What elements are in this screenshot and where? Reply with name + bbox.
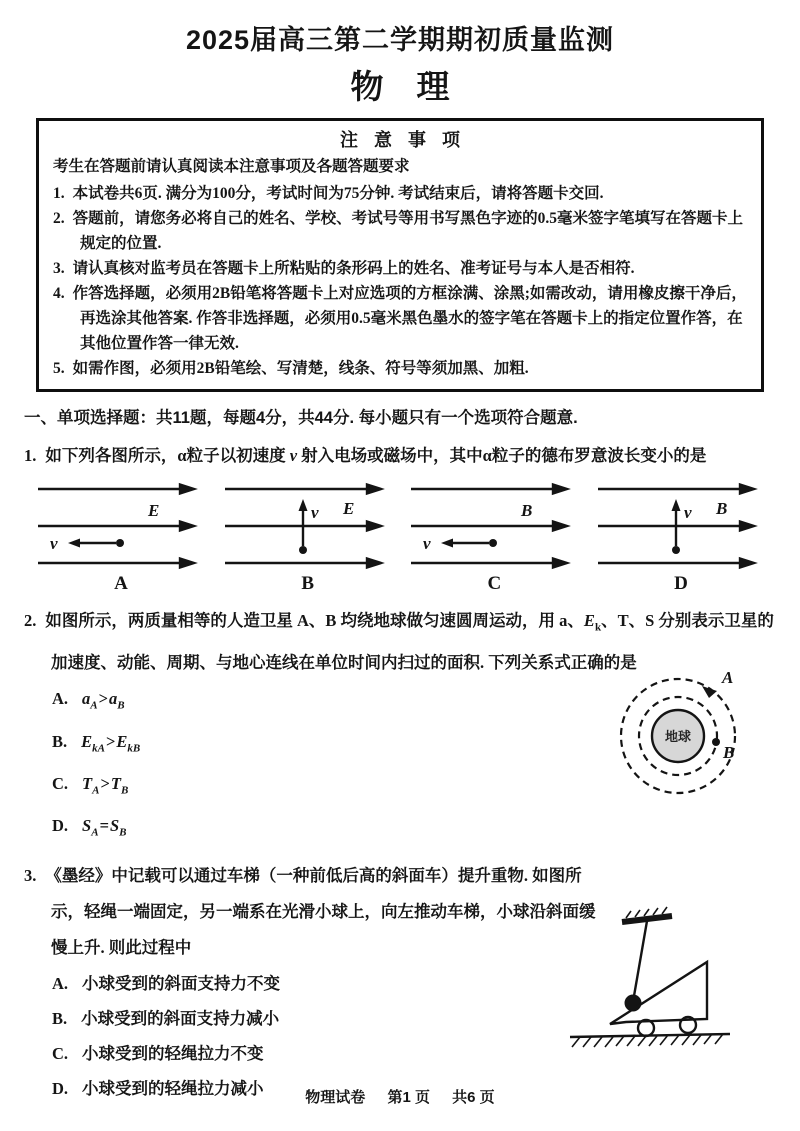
fixed-support	[622, 907, 672, 922]
field-label: B	[521, 501, 533, 520]
satellite-orbits-svg	[598, 665, 770, 803]
figure-option-A	[32, 480, 210, 595]
figure-option-C	[405, 480, 583, 595]
footer-page-number: 第1 页	[387, 1089, 430, 1106]
rope-line	[634, 921, 647, 996]
satellite-A-label: A	[722, 668, 734, 687]
q3-option-C: C. 小球受到的轻绳拉力不变	[52, 1044, 264, 1064]
cart-ladder-figure	[560, 906, 760, 1061]
velocity-label: v	[310, 503, 319, 522]
figure-letter-C: C	[487, 573, 502, 594]
notice-item-1: 1. 本试卷共6页. 满分为100分，考试时间为75分钟. 考试结束后，请将答题卡交回.	[53, 185, 604, 202]
field-label: E	[342, 499, 354, 518]
particle-velocity-left	[50, 534, 124, 553]
q2-option-C: C. $T_A>T_B$	[52, 773, 129, 797]
question-3	[24, 858, 776, 1106]
q3-option-B: B. 小球受到的斜面支持力减小	[52, 1009, 280, 1029]
figure-option-D	[592, 480, 770, 595]
footer-page-total: 共6 页	[452, 1089, 495, 1106]
figure-letter-A: A	[114, 573, 128, 594]
ground	[570, 1034, 730, 1047]
figure-letter-B: B	[301, 573, 314, 594]
notice-box	[36, 118, 764, 392]
field-diagram-D	[592, 480, 770, 572]
satellite-orbits-figure	[598, 665, 770, 808]
field-lines	[38, 485, 194, 568]
field-lines	[411, 485, 567, 568]
notice-title: 注意事项	[340, 130, 476, 150]
figure-option-B	[219, 480, 397, 595]
notice-item-4: 4. 作答选择题，必须用2B铅笔将答题卡上对应选项的方框涂满、涂黑;如需改动，请用橡皮擦干净后，再选涂其他答案. 作答非选择题，必须用0.5毫米黑色墨水的签字笔在答题卡上的指定位置作答，在其他位置作答一律无效.	[53, 285, 747, 352]
q3-option-A: A. 小球受到的斜面支持力不变	[52, 974, 281, 994]
question-2	[24, 603, 776, 850]
field-diagram-A	[32, 480, 210, 572]
velocity-label: v	[683, 503, 692, 522]
notice-intro: 考生在答题前请认真阅读本注意事项及各题答题要求	[53, 158, 410, 175]
cart-ladder-svg	[560, 906, 760, 1056]
field-diagram-B	[219, 480, 397, 572]
field-label: E	[148, 501, 160, 520]
q3-option-D: D. 小球受到的轻绳拉力减小	[52, 1079, 264, 1099]
page-footer	[0, 1086, 800, 1107]
q2-option-D: D. $S_A=S_B$	[52, 816, 127, 839]
satellite-B-dot	[712, 738, 720, 746]
section-1-heading: 一、单项选择题：共11题，每题4分，共44分. 每小题只有一个选项符合题意.	[24, 409, 578, 427]
q2-option-B: B. $E_{kA}>E_{kB}$	[52, 731, 141, 754]
page-title: 2025届高三第二学期期初质量监测	[185, 25, 615, 55]
question-1-text: 1. 如下列各图所示，α粒子以初速度 v 射入电场或磁场中，其中α粒子的德布罗意波长变小的是	[24, 446, 707, 465]
question-2-text: 2. 如图所示，两质量相等的人造卫星 A、B 均绕地球做匀速圆周运动，用 a、$E_k$、T、S 分别表示卫星的加速度、动能、周期、与地心连线在单位时间内扫过的面积. 下列关系式正确的是	[24, 611, 774, 673]
particle-velocity-left	[423, 534, 497, 553]
field-label: B	[715, 499, 728, 518]
velocity-label: v	[423, 534, 431, 553]
notice-item-3: 3. 请认真核对监考员在答题卡上所粘贴的条形码上的姓名、准考证号与本人是否相符.	[53, 260, 635, 277]
notice-item-2: 2. 答题前，请您务必将自己的姓名、学校、考试号等用书写黑色字迹的0.5毫米签字笔填写在答题卡上规定的位置.	[53, 210, 744, 252]
question-1	[24, 438, 776, 595]
question-3-text: 3. 《墨经》中记载可以通过车梯（一种前低后高的斜面车）提升重物. 如图所示，轻绳一端固定，另一端系在光滑小球上，向左推动车梯，小球沿斜面缓慢上升. 则此过程中	[24, 866, 596, 958]
footer-paper-name: 物理试卷	[305, 1089, 366, 1106]
velocity-label: v	[50, 534, 58, 553]
field-diagram-C	[405, 480, 583, 572]
subject-title: 物 理	[350, 68, 450, 105]
satellite-B-label: B	[723, 743, 735, 762]
cart-wedge	[610, 962, 707, 1024]
question-1-figures	[32, 480, 770, 595]
earth-label: 地球	[664, 729, 692, 744]
notice-item-5: 5. 如需作图，必须用2B铅笔绘、写清楚，线条、符号等须加黑、加粗.	[53, 360, 529, 377]
figure-letter-D: D	[674, 573, 688, 594]
q2-option-A: A. $a_A>a_B$	[52, 689, 125, 712]
